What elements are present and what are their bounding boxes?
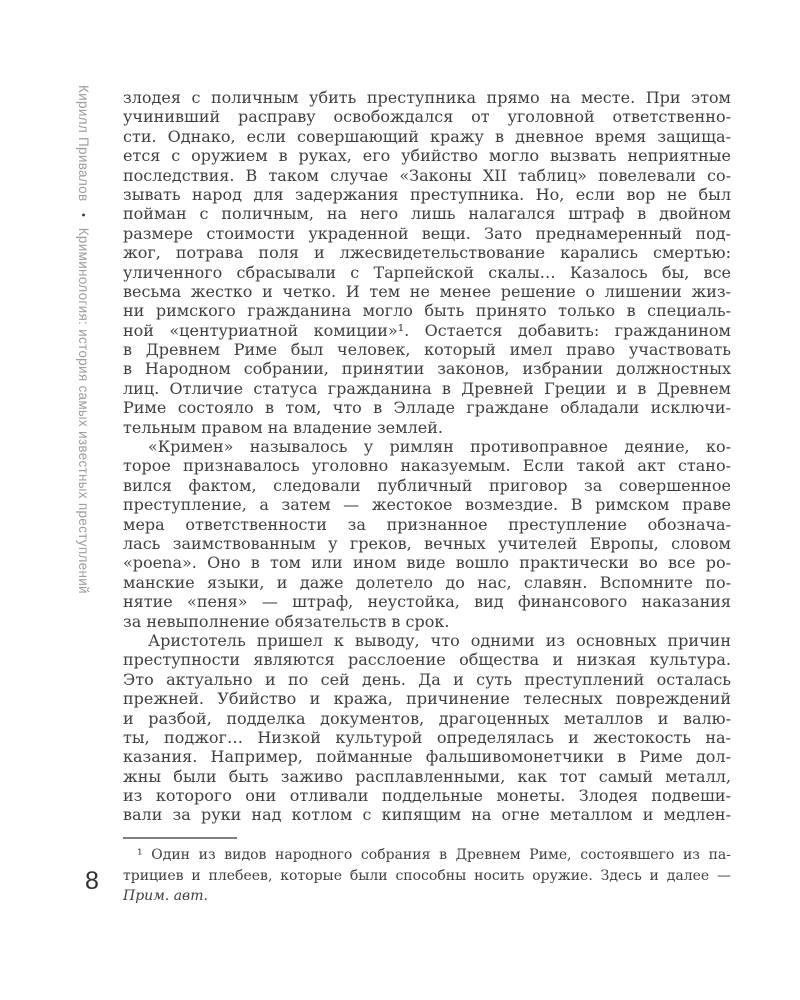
text-line: нятие «пеня» — штраф, неустойка, вид финансового наказания (123, 592, 731, 612)
spine-author: Кирилл Привалов (76, 85, 91, 202)
text-line: ¹ Один из видов народного собрания в Древнем Риме, состоявшего из па- (137, 847, 731, 863)
text-line: Это актуально и по сей день. Да и суть преступлений осталась (123, 669, 731, 689)
text-line: в Народном собрании, принятии законов, избрании должностных (123, 359, 731, 379)
text-line: в Древнем Риме был человек, который имел право участвовать (123, 340, 731, 360)
text-line: размере стоимости украденной вещи. Зато преднамеренный под- (123, 223, 731, 243)
body-text (123, 88, 731, 825)
spine-book-title: Криминология: история самых известных преступлений (76, 227, 91, 594)
text-line: за невыполнение обязательств в срок. (123, 611, 450, 631)
text-line: Прим. авт. (123, 888, 208, 904)
text-line: манские языки, и даже долетело до нас, славян. Вспомните по- (123, 572, 731, 592)
text-line: «poena». Оно в том или ином виде вошло практически во все ро- (123, 553, 731, 573)
text-line: жны были быть заживо расплавленными, как тот самый металл, (123, 766, 731, 786)
text-line: весьма жестко и четко. И тем не менее решение о лишении жиз- (123, 281, 731, 301)
paragraph (123, 437, 731, 631)
paragraph (123, 88, 731, 437)
text-line: торое признавалось уголовно наказуемым. Если такой акт стано- (123, 456, 731, 476)
text-line: ты, поджог… Низкой культурой определялась и жестокость на- (123, 727, 731, 747)
footnote-divider (123, 837, 237, 839)
text-line: злодея с поличным убить преступника прямо на месте. При этом (123, 88, 731, 107)
text-line: мера ответственности за признанное преступление обознача- (123, 514, 731, 534)
text-line: преступление, а затем — жестокое возмездие. В римском праве (123, 495, 731, 515)
text-line: ется с оружием в руках, его убийство могло вызвать неприятные (123, 146, 731, 166)
text-line: Аристотель пришел к выводу, что одними из основных причин (148, 630, 731, 650)
text-line: казания. Например, пойманные фальшивомонетчики в Риме дол- (123, 747, 731, 767)
text-line: вали за руки над котлом с кипящим на огне металлом и медлен- (123, 805, 731, 825)
text-line: уличенного сбрасывали с Тарпейской скалы… Казалось бы, все (123, 262, 731, 282)
text-line: жог, потрава поля и лжесвидетельствование карались смертью: (123, 243, 731, 263)
spine-running-title (76, 85, 91, 685)
footnote (123, 845, 731, 907)
text-line: ной «центуриатной комиции»¹. Остается добавить: гражданином (123, 320, 731, 340)
text-line: ни римского гражданина могло быть принято только в специаль- (123, 301, 731, 321)
text-line: вился фактом, следовали публичный приговор за совершенное (123, 475, 731, 495)
text-line: зывать народ для задержания преступника. Но, если вор не был (123, 184, 731, 204)
text-line: тельным правом на владение землей. (123, 417, 443, 437)
text-line: из которого они отливали поддельные монеты. Злодея подвеши- (123, 786, 731, 806)
paragraph (123, 631, 731, 825)
text-line: лиц. Отличие статуса гражданина в Древней Греции и в Древнем (123, 378, 731, 398)
text-line: сти. Однако, если совершающий кражу в дневное время защища- (123, 126, 731, 146)
text-line: «Кримен» называлось у римлян противоправное деяние, ко- (148, 437, 731, 457)
bullet-separator-icon: • (77, 212, 89, 217)
text-line: трициев и плебеев, которые были способны носить оружие. Здесь и далее — (123, 867, 731, 884)
text-line: пойман с поличным, на него лишь налагался штраф в двойном (123, 204, 731, 224)
text-line: учинивший расправу освобождался от уголовной ответственно- (123, 107, 731, 127)
page-number: 8 (85, 867, 99, 895)
text-line: лась заимствованным у греков, вечных учителей Европы, словом (123, 533, 731, 553)
text-line: прежней. Убийство и кража, причинение телесных повреждений (123, 689, 731, 709)
text-line: Риме состояло в том, что в Элладе граждане обладали исключи- (123, 398, 731, 418)
text-line: последствия. В таком случае «Законы XII таблиц» повелевали со- (123, 165, 731, 185)
text-line: и разбой, подделка документов, драгоценных металлов и валю- (123, 708, 731, 728)
text-line: преступности являются расслоение общества и низкая культура. (123, 650, 731, 670)
